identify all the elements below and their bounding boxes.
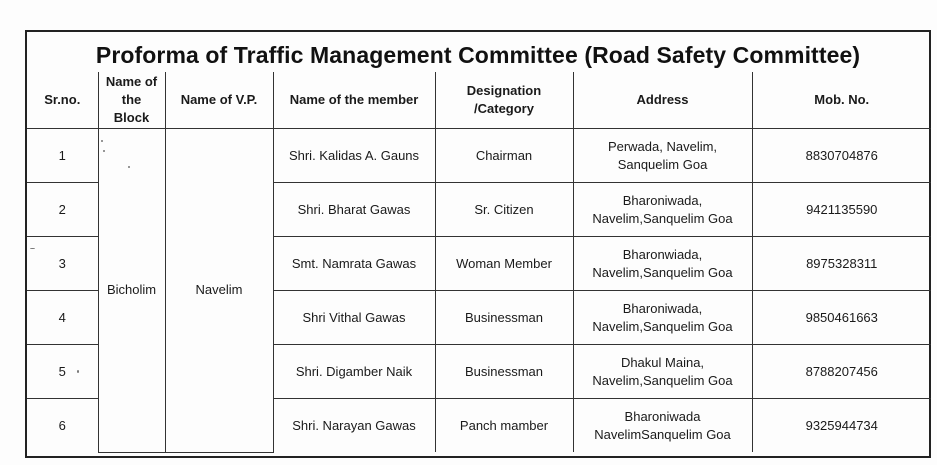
committee-table (27, 72, 931, 453)
cell-srno: 4 (27, 291, 98, 345)
cell-address (573, 237, 752, 291)
cell-block-name: Bicholim (98, 129, 165, 453)
col-header-member: Name of the member (273, 72, 435, 129)
cell-srno: 3 (27, 237, 98, 291)
col-header-block-label: Name of the Block (105, 74, 158, 125)
table-header-row (27, 72, 931, 129)
cell-address (573, 399, 752, 453)
cell-address (573, 291, 752, 345)
cell-designation: Businessman (435, 291, 573, 345)
cell-address-text: Perwada, Navelim, Sanquelim Goa (607, 138, 718, 172)
cell-address-text: Bharoniwada NavelimSanquelim Goa (594, 408, 731, 442)
cell-address-text: Bharonwiada, Navelim,Sanquelim Goa (592, 246, 733, 280)
cell-mobile: 9850461663 (752, 291, 931, 345)
cell-mobile: 9325944734 (752, 399, 931, 453)
cell-designation: Businessman (435, 345, 573, 399)
cell-designation: Woman Member (435, 237, 573, 291)
cell-address (573, 129, 752, 183)
cell-member: Shri. Narayan Gawas (273, 399, 435, 453)
col-header-designation-label: Designation /Category (466, 83, 542, 116)
cell-member: Shri Vithal Gawas (273, 291, 435, 345)
cell-address-text: Bharoniwada, Navelim,Sanquelim Goa (592, 192, 733, 226)
page-title: Proforma of Traffic Management Committee (Road Safety Committee) (95, 42, 861, 68)
col-header-block (98, 72, 165, 129)
cell-designation: Chairman (435, 129, 573, 183)
cell-mobile: 8975328311 (752, 237, 931, 291)
cell-member: Shri. Digamber Naik (273, 345, 435, 399)
cell-srno: 1 (27, 129, 98, 183)
cell-address (573, 183, 752, 237)
cell-mobile: 8788207456 (752, 345, 931, 399)
col-header-mobile: Mob. No. (752, 72, 931, 129)
cell-member: Shri. Bharat Gawas (273, 183, 435, 237)
scan-speck (101, 140, 103, 142)
cell-address-text: Dhakul Maina, Navelim,Sanquelim Goa (592, 354, 733, 388)
scan-speck (128, 166, 130, 168)
table-row (27, 129, 931, 183)
cell-srno: 2 (27, 183, 98, 237)
cell-address (573, 345, 752, 399)
scan-speck (77, 370, 79, 373)
cell-address-text: Bharoniwada, Navelim,Sanquelim Goa (592, 300, 733, 334)
col-header-address: Address (573, 72, 752, 129)
cell-designation: Panch mamber (435, 399, 573, 453)
cell-vp-name: Navelim (165, 129, 273, 453)
cell-member: Smt. Namrata Gawas (273, 237, 435, 291)
cell-designation: Sr. Citizen (435, 183, 573, 237)
cell-srno: 5 (27, 345, 98, 399)
cell-mobile: 9421135590 (752, 183, 931, 237)
cell-member: Shri. Kalidas A. Gauns (273, 129, 435, 183)
col-header-designation (435, 72, 573, 129)
col-header-srno: Sr.no. (27, 72, 98, 129)
scan-speck (103, 150, 105, 152)
cell-mobile: 8830704876 (752, 129, 931, 183)
scan-speck (30, 248, 35, 249)
document-frame (25, 30, 931, 458)
cell-srno: 6 (27, 399, 98, 453)
col-header-vp: Name of V.P. (165, 72, 273, 129)
